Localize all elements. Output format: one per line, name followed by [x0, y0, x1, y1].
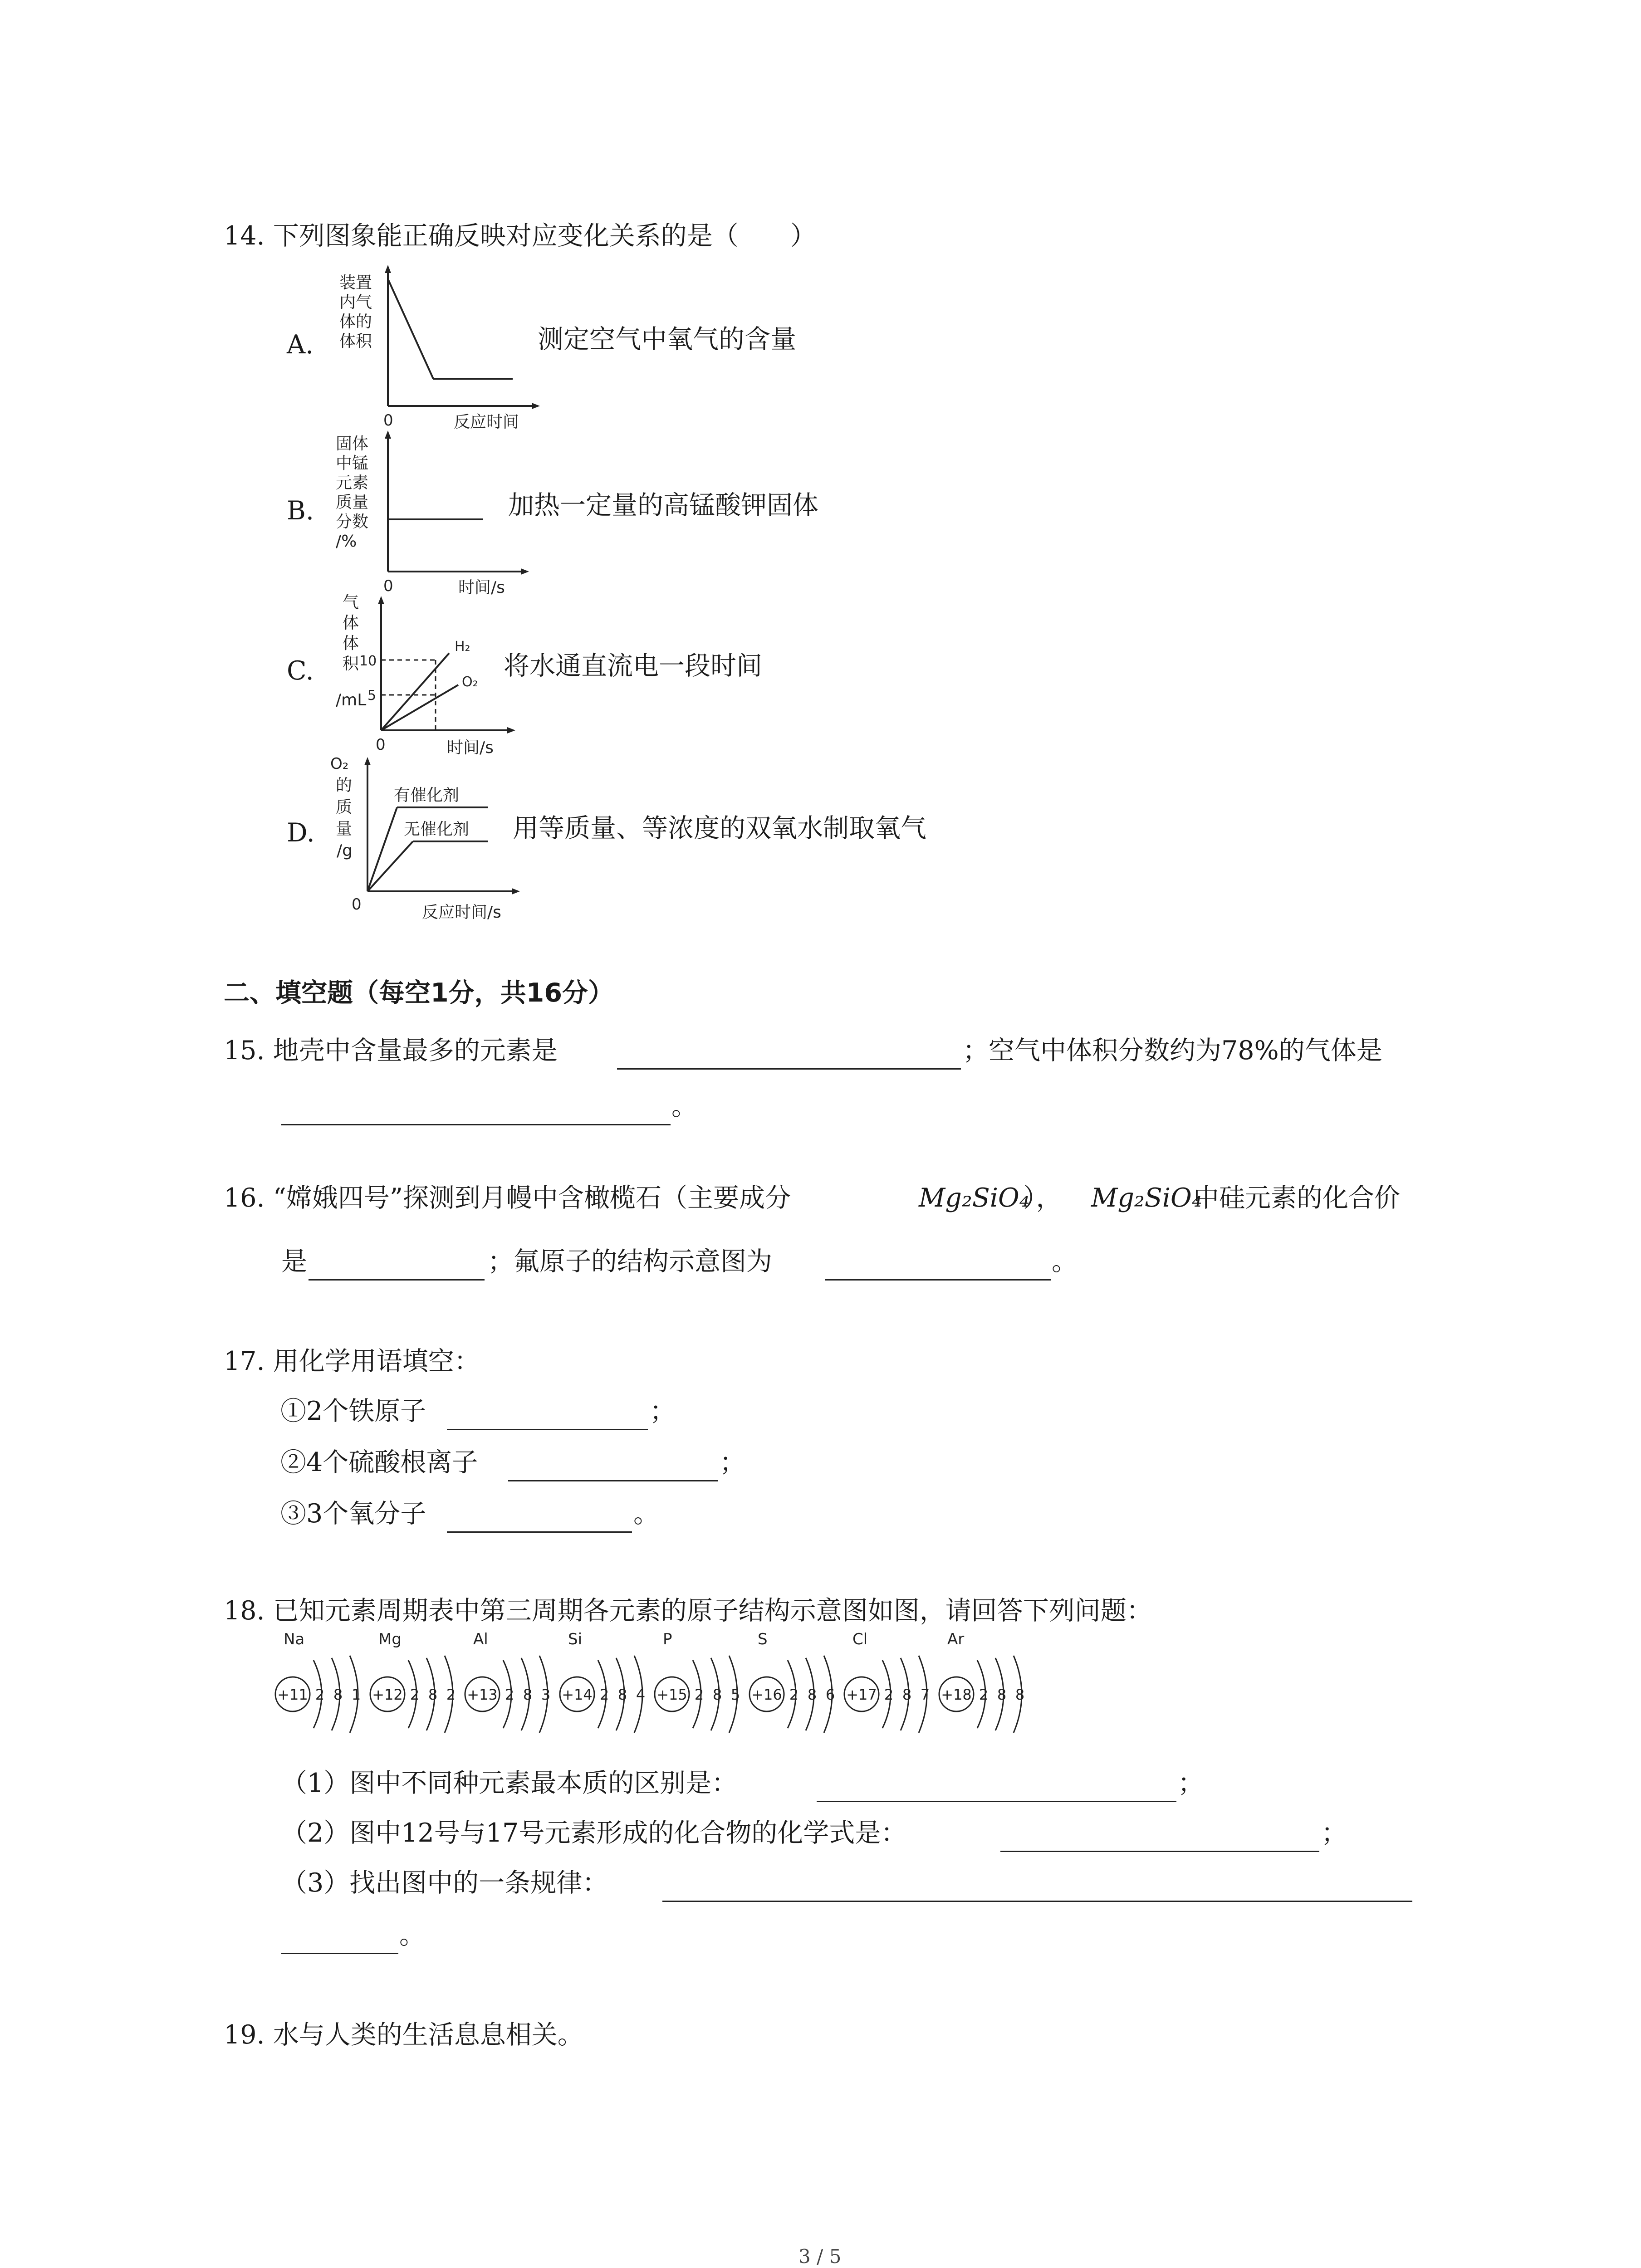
graph-a: [327, 263, 540, 440]
shell-electron-count: 8: [902, 1686, 912, 1703]
q14-option-c-letter: C.: [287, 656, 314, 686]
q17-item-2: ②4个硫酸根离子: [280, 1447, 478, 1477]
graph-c-tick-10: 10: [359, 653, 377, 669]
graph-a-origin: 0: [383, 411, 393, 430]
section-2-title: 二、填空题（每空1分，共16分）: [224, 978, 614, 1008]
q15-blank-2[interactable]: [281, 1124, 671, 1125]
q17-item-3-end: 。: [633, 1499, 659, 1529]
shell-electron-count: 1: [351, 1686, 361, 1703]
q17-blank-1[interactable]: [447, 1429, 648, 1430]
q16-line1-a: 16. “嫦娥四号”探测到月幔中含橄榄石（主要成分: [224, 1183, 791, 1213]
q15-part1: 15. 地壳中含量最多的元素是: [224, 1036, 558, 1066]
q18-blank-1[interactable]: [817, 1801, 1176, 1802]
q14-stem: 14. 下列图象能正确反映对应变化关系的是（ ）: [224, 221, 816, 251]
shell-electron-count: 2: [410, 1686, 420, 1703]
q18-sub1-end: ；: [1178, 1768, 1204, 1798]
shell-electron-count: 8: [807, 1686, 817, 1703]
graph-a-ylabel-0: 装置: [339, 274, 372, 292]
graph-c-ylabel-2: 体: [343, 634, 359, 653]
graph-d-origin: 0: [352, 895, 362, 914]
q14-option-b-desc: 加热一定量的高锰酸钾固体: [508, 490, 818, 520]
shell-electron-count: 7: [920, 1686, 930, 1703]
graph-c: [327, 594, 526, 762]
q14-option-d-desc: 用等质量、等浓度的双氧水制取氧气: [513, 813, 926, 843]
q17-blank-2[interactable]: [508, 1480, 718, 1481]
graph-c-xlabel: 时间/s: [447, 738, 494, 757]
atom-symbol: Na: [284, 1630, 305, 1648]
nucleus-charge: +18: [941, 1686, 972, 1703]
atom-na: [275, 1630, 361, 1733]
graph-b-ylabel-0: 固体: [336, 435, 369, 453]
nucleus-charge: +15: [656, 1686, 687, 1703]
atom-al: [465, 1630, 550, 1733]
q14-option-c-desc: 将水通直流电一段时间: [504, 651, 762, 681]
graph-c-ylabel-4: /mL: [336, 691, 367, 709]
q18-sub3: （3）找出图中的一条规律：: [281, 1868, 608, 1898]
page-number: 3 / 5: [798, 2245, 842, 2268]
shell-electron-count: 2: [446, 1686, 456, 1703]
atom-symbol: P: [663, 1630, 672, 1648]
q14-option-a-desc: 测定空气中氧气的含量: [538, 324, 796, 354]
atom-symbol: Ar: [947, 1630, 965, 1648]
atom-cl: [844, 1630, 930, 1733]
nucleus-charge: +11: [277, 1686, 308, 1703]
q18-sub2-end: ；: [1321, 1818, 1347, 1848]
q15-blank-1[interactable]: [617, 1068, 961, 1070]
q17-stem: 17. 用化学用语填空：: [224, 1346, 480, 1376]
graph-d-catalyst-label: 有催化剂: [394, 786, 460, 805]
q16-blank-1[interactable]: [309, 1279, 485, 1281]
q18-sub1: （1）图中不同种元素最本质的区别是：: [281, 1768, 738, 1798]
q18-blank-2[interactable]: [1000, 1851, 1319, 1852]
shell-electron-count: 8: [523, 1686, 533, 1703]
shell-electron-count: 2: [315, 1686, 325, 1703]
q16-blank-2[interactable]: [825, 1279, 1051, 1281]
graph-d-ylabel-3: 量: [336, 820, 353, 838]
q16-formula-1: Mg₂SiO₄: [919, 1183, 1030, 1213]
graph-a-ylabel-1: 内气: [339, 293, 372, 312]
graph-b-ylabel-5: /%: [336, 532, 357, 551]
graph-d-ylabel-4: /g: [337, 841, 353, 860]
q17-item-2-end: ；: [720, 1447, 745, 1477]
graph-d-ylabel-2: 质: [336, 798, 353, 816]
shell-electron-count: 3: [541, 1686, 551, 1703]
shell-electron-count: 5: [730, 1686, 740, 1703]
q17-blank-3[interactable]: [447, 1531, 632, 1533]
atom-symbol: Cl: [852, 1630, 868, 1648]
graph-d-xlabel: 反应时间/s: [422, 903, 501, 922]
graph-a-xlabel: 反应时间: [454, 413, 519, 431]
graph-d-no-catalyst-label: 无催化剂: [404, 820, 470, 839]
q16-line2-b: ；氟原子的结构示意图为: [488, 1246, 772, 1276]
shell-electron-count: 8: [712, 1686, 722, 1703]
atom-symbol: Al: [473, 1630, 488, 1648]
q18-blank-3b[interactable]: [281, 1953, 398, 1954]
shell-electron-count: 8: [428, 1686, 438, 1703]
atom-si: [560, 1630, 645, 1733]
q18-stem: 18. 已知元素周期表中第三周期各元素的原子结构示意图如图，请回答下列问题：: [224, 1596, 1152, 1626]
nucleus-charge: +13: [467, 1686, 498, 1703]
q14-option-d-letter: D.: [287, 818, 315, 848]
graph-c-ylabel-3: 积: [343, 655, 359, 673]
graph-b-ylabel-4: 分数: [336, 513, 369, 531]
shell-electron-count: 2: [505, 1686, 514, 1703]
atom-p: [655, 1630, 740, 1733]
q14-option-b-letter: B.: [287, 496, 314, 526]
shell-electron-count: 4: [636, 1686, 646, 1703]
atom-mg: [370, 1630, 456, 1733]
shell-electron-count: 8: [1015, 1686, 1025, 1703]
graph-b: [327, 429, 535, 601]
atom-symbol: S: [758, 1630, 768, 1648]
graph-c-tick-5: 5: [367, 688, 377, 704]
shell-electron-count: 8: [997, 1686, 1007, 1703]
shell-electron-count: 8: [333, 1686, 343, 1703]
q18-blank-3a[interactable]: [662, 1901, 1412, 1902]
q16-line1-c: 中硅元素的化合价: [1193, 1183, 1400, 1213]
q16-formula-2: Mg₂SiO₄: [1091, 1183, 1202, 1213]
graph-d: [327, 755, 540, 928]
q19-stem: 19. 水与人类的生活息息相关。: [224, 2020, 583, 2050]
shell-electron-count: 6: [825, 1686, 835, 1703]
atom-symbol: Si: [568, 1630, 583, 1648]
q18-sub2: （2）图中12号与17号元素形成的化合物的化学式是：: [281, 1818, 907, 1848]
graph-a-ylabel-2: 体的: [339, 313, 372, 331]
nucleus-charge: +12: [372, 1686, 403, 1703]
graph-a-ylabel-3: 体积: [339, 332, 372, 351]
atom-structure-diagram: [272, 1626, 1043, 1771]
nucleus-charge: +16: [751, 1686, 782, 1703]
graph-d-ylabel-0: O₂: [330, 755, 349, 773]
graph-b-ylabel-2: 元素: [336, 474, 369, 492]
shell-electron-count: 2: [884, 1686, 894, 1703]
nucleus-charge: +14: [562, 1686, 593, 1703]
q17-item-1-end: ；: [650, 1396, 676, 1426]
shell-electron-count: 8: [617, 1686, 627, 1703]
graph-b-xlabel: 时间/s: [458, 578, 505, 597]
shell-electron-count: 2: [979, 1686, 989, 1703]
q16-line1-b: ），: [1023, 1183, 1062, 1213]
nucleus-charge: +17: [846, 1686, 877, 1703]
graph-d-ylabel-1: 的: [336, 776, 353, 795]
q15-end: 。: [671, 1091, 697, 1121]
shell-electron-count: 2: [599, 1686, 609, 1703]
shell-electron-count: 2: [694, 1686, 704, 1703]
graph-b-ylabel-3: 质量: [336, 493, 369, 512]
q17-item-1: ①2个铁原子: [280, 1396, 426, 1426]
graph-c-origin: 0: [376, 736, 386, 754]
graph-c-ylabel-1: 体: [343, 614, 359, 632]
atom-s: [749, 1630, 835, 1733]
graph-b-origin: 0: [383, 577, 393, 595]
q16-line2-a: 是: [281, 1246, 307, 1276]
q15-part2: ；空气中体积分数约为78%的气体是: [963, 1036, 1382, 1066]
q17-item-3: ③3个氧分子: [280, 1499, 426, 1529]
q14-option-a-letter: A.: [287, 330, 314, 360]
graph-c-o2-label: O₂: [462, 674, 478, 690]
graph-c-ylabel-0: 气: [343, 593, 359, 612]
q16-end: 。: [1052, 1246, 1078, 1276]
graph-b-ylabel-1: 中锰: [336, 454, 369, 473]
q18-end: 。: [399, 1920, 425, 1950]
atom-ar: [939, 1630, 1024, 1733]
graph-c-h2-label: H₂: [455, 639, 470, 655]
atom-symbol: Mg: [378, 1630, 402, 1648]
shell-electron-count: 2: [789, 1686, 799, 1703]
